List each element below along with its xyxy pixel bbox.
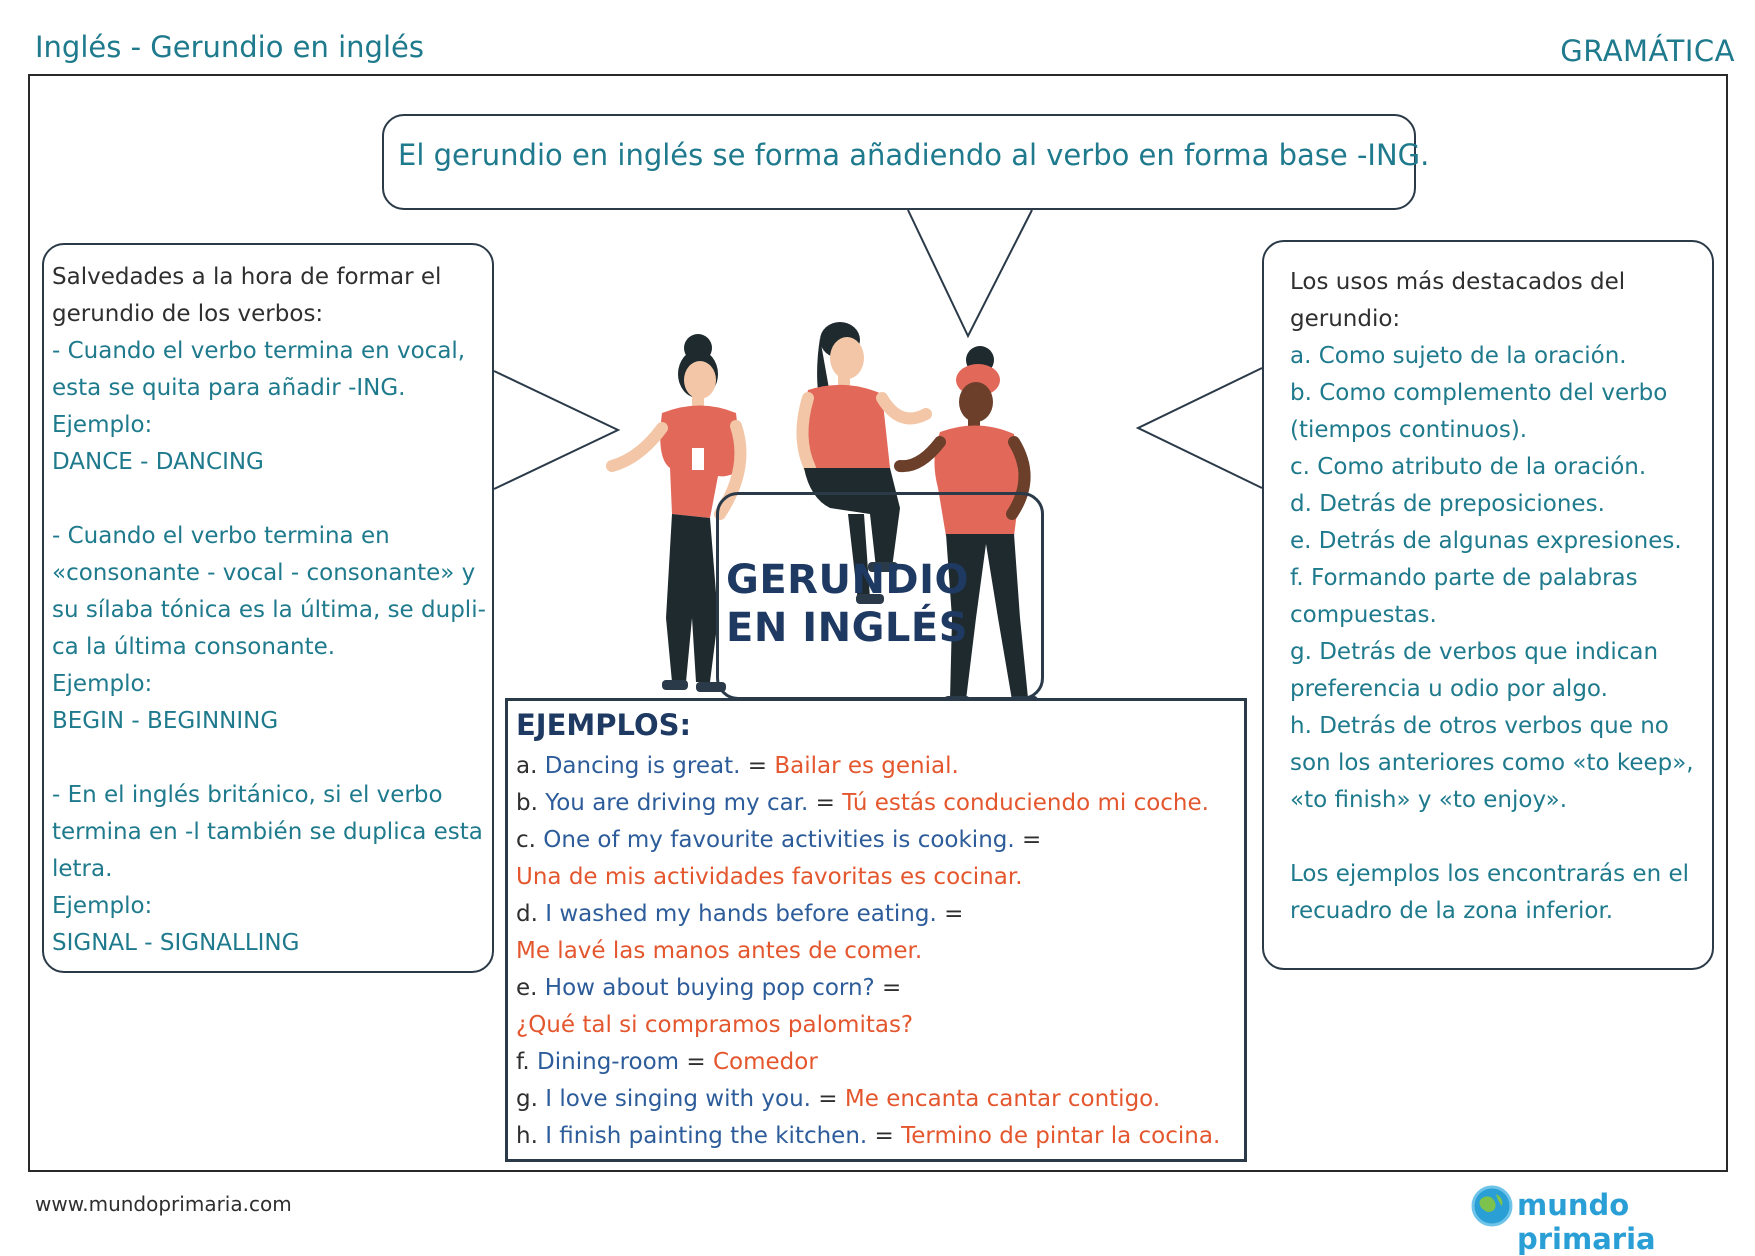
example-segment: h. xyxy=(516,1123,546,1149)
text-line: Los ejemplos los encontrarás en el xyxy=(1290,861,1689,887)
text-line: termina en -l también se duplica esta xyxy=(52,819,483,845)
text-line: gerundio: xyxy=(1290,306,1401,332)
example-segment: = xyxy=(936,901,964,927)
example-segment: Comedor xyxy=(713,1049,818,1075)
example-segment: g. xyxy=(516,1086,546,1112)
example-segment: ¿Qué tal si compramos palomitas? xyxy=(516,1012,914,1038)
example-segment: Tú estás conduciendo mi coche. xyxy=(842,790,1209,816)
text-line: c. Como atributo de la oración. xyxy=(1290,454,1647,480)
examples-list xyxy=(516,748,1241,1155)
exceptions-text xyxy=(52,259,488,962)
example-segment: f. xyxy=(516,1049,538,1075)
definition-text: El gerundio en inglés se forma añadiendo al verbo en forma base -ING. xyxy=(398,138,1430,172)
example-line xyxy=(516,933,1241,970)
example-segment: I love singing with you. xyxy=(545,1086,811,1112)
text-line: a. Como sujeto de la oración. xyxy=(1290,343,1627,369)
text-line: e. Detrás de algunas expresiones. xyxy=(1290,528,1682,554)
example-segment: b. xyxy=(516,790,546,816)
uses-text xyxy=(1290,264,1710,930)
text-line: Salvedades a la hora de formar el xyxy=(52,264,442,290)
example-segment: = xyxy=(874,975,902,1001)
example-line xyxy=(516,1044,1241,1081)
text-line: recuadro de la zona inferior. xyxy=(1290,898,1614,924)
topic-title xyxy=(726,556,969,652)
text-line: son los anteriores como «to keep», xyxy=(1290,750,1694,776)
text-line: SIGNAL - SIGNALLING xyxy=(52,930,300,956)
example-line xyxy=(516,748,1241,785)
example-segment: = xyxy=(679,1049,713,1075)
text-line: (tiempos continuos). xyxy=(1290,417,1528,443)
example-line xyxy=(516,859,1241,896)
example-segment: c. xyxy=(516,827,544,853)
example-line xyxy=(516,1081,1241,1118)
text-line: - En el inglés británico, si el verbo xyxy=(52,782,443,808)
globe-icon xyxy=(1470,1184,1514,1228)
text-line: preferencia u odio por algo. xyxy=(1290,676,1608,702)
text-line: h. Detrás de otros verbos que no xyxy=(1290,713,1669,739)
example-segment: How about buying pop corn? xyxy=(544,975,875,1001)
topic-title-line2: EN INGLÉS xyxy=(726,605,969,651)
text-line: esta se quita para añadir -ING. xyxy=(52,375,406,401)
text-line: BEGIN - BEGINNING xyxy=(52,708,279,734)
text-line: compuestas. xyxy=(1290,602,1437,628)
example-segment: e. xyxy=(516,975,545,1001)
example-segment: You are driving my car. xyxy=(545,790,809,816)
website-url: www.mundoprimaria.com xyxy=(35,1192,292,1216)
example-segment: = xyxy=(808,790,843,816)
text-line xyxy=(52,740,488,777)
example-segment: = xyxy=(740,753,775,779)
text-line: Ejemplo: xyxy=(52,412,153,438)
example-segment: d. xyxy=(516,901,546,927)
example-segment: = xyxy=(1014,827,1042,853)
text-line: su sílaba tónica es la última, se dupli- xyxy=(52,597,486,623)
example-line xyxy=(516,1118,1241,1155)
text-line: Ejemplo: xyxy=(52,893,153,919)
text-line: «to finish» y «to enjoy». xyxy=(1290,787,1568,813)
text-line: - Cuando el verbo termina en xyxy=(52,523,390,549)
example-segment: Me encanta cantar contigo. xyxy=(844,1086,1161,1112)
example-segment: = xyxy=(867,1123,902,1149)
example-segment: I washed my hands before eating. xyxy=(545,901,937,927)
text-line: «consonante - vocal - consonante» y xyxy=(52,560,476,586)
worksheet-title: Inglés - Gerundio en inglés xyxy=(35,30,424,64)
example-segment: Me lavé las manos antes de comer. xyxy=(516,938,923,964)
example-segment: Bailar es genial. xyxy=(774,753,959,779)
examples-title: EJEMPLOS: xyxy=(516,708,692,742)
text-line: Ejemplo: xyxy=(52,671,153,697)
text-line: d. Detrás de preposiciones. xyxy=(1290,491,1605,517)
text-line: ca la última consonante. xyxy=(52,634,336,660)
text-line: - Cuando el verbo termina en vocal, xyxy=(52,338,466,364)
text-line xyxy=(1290,819,1710,856)
text-line: f. Formando parte de palabras xyxy=(1290,565,1638,591)
text-line xyxy=(52,481,488,518)
subject-label: GRAMÁTICA xyxy=(1560,34,1735,68)
example-line xyxy=(516,1007,1241,1044)
example-segment: Termino de pintar la cocina. xyxy=(901,1123,1221,1149)
example-segment: Dancing is great. xyxy=(544,753,741,779)
example-segment: One of my favourite activities is cooking. xyxy=(543,827,1015,853)
text-line: gerundio de los verbos: xyxy=(52,301,324,327)
text-line: g. Detrás de verbos que indican xyxy=(1290,639,1659,665)
text-line: b. Como complemento del verbo xyxy=(1290,380,1668,406)
text-line: letra. xyxy=(52,856,113,882)
brand-logo-text: mundo primaria xyxy=(1517,1188,1656,1256)
example-segment: a. xyxy=(516,753,545,779)
example-segment: Una de mis actividades favoritas es cocinar. xyxy=(516,864,1023,890)
example-line xyxy=(516,822,1241,859)
example-line xyxy=(516,970,1241,1007)
example-line xyxy=(516,785,1241,822)
text-line: DANCE - DANCING xyxy=(52,449,264,475)
example-line xyxy=(516,896,1241,933)
example-segment: I finish painting the kitchen. xyxy=(545,1123,868,1149)
text-line: Los usos más destacados del xyxy=(1290,269,1626,295)
example-segment: Dining-room xyxy=(537,1049,680,1075)
example-segment: = xyxy=(810,1086,845,1112)
topic-title-line1: GERUNDIO xyxy=(726,557,970,603)
